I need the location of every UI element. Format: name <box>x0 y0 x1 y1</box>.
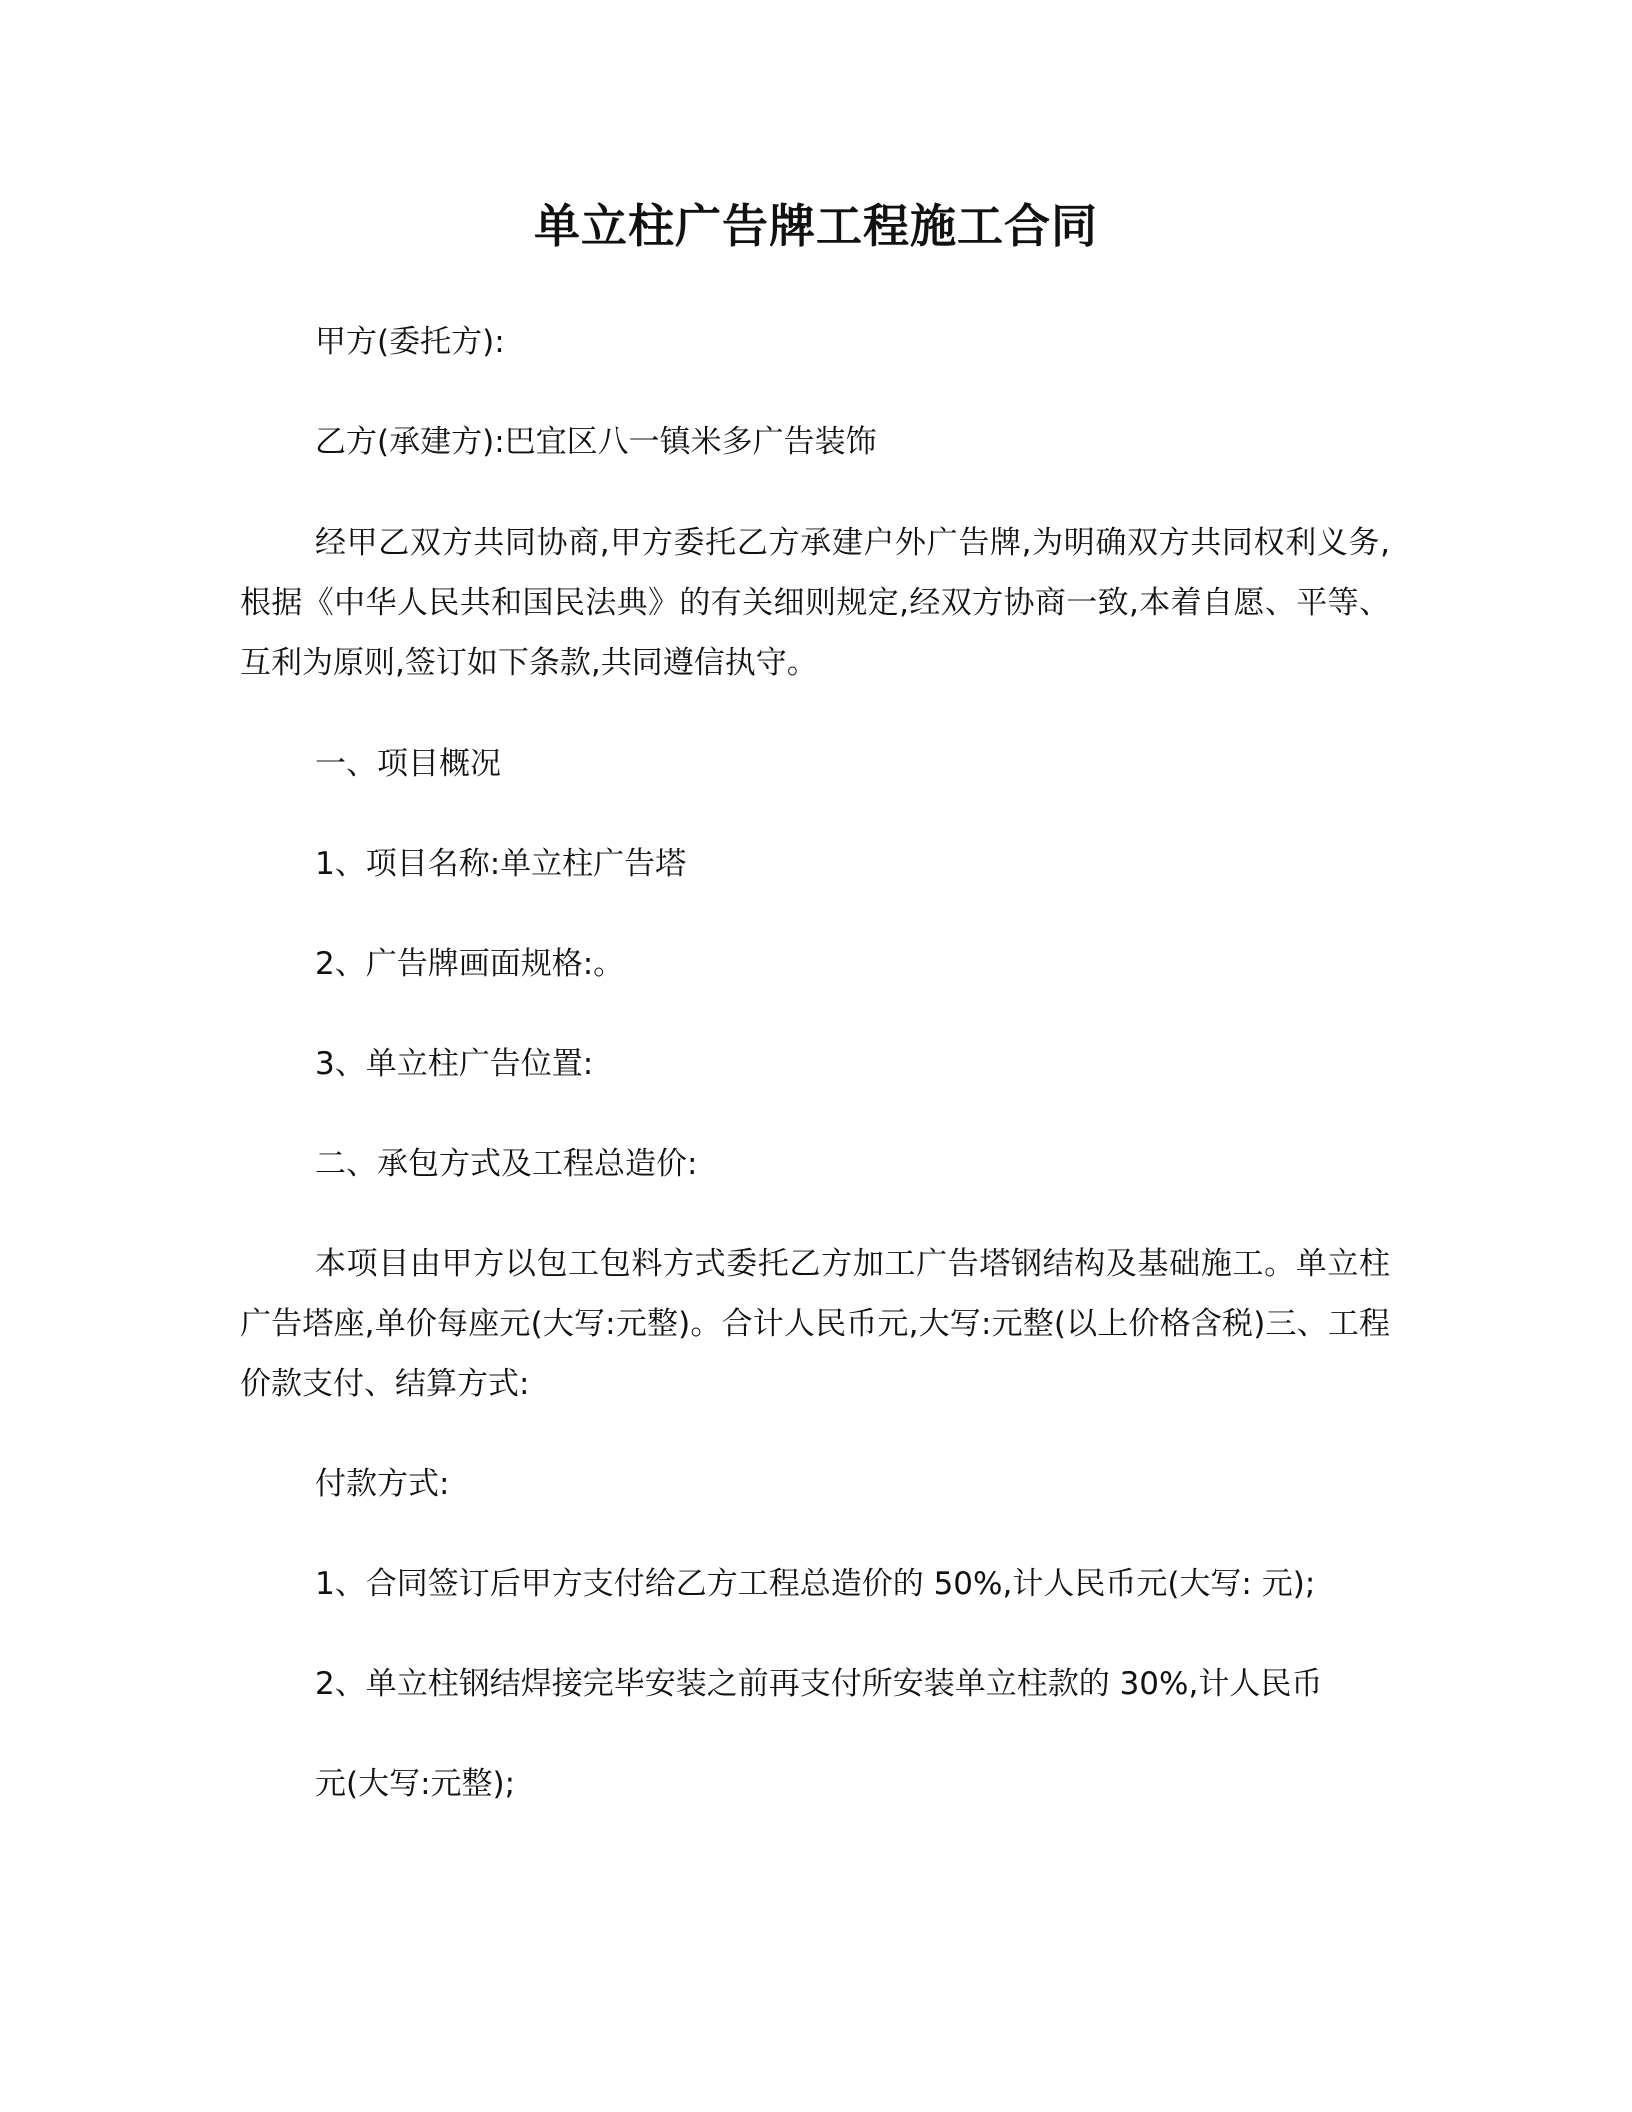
intro-paragraph: 经甲乙双方共同协商,甲方委托乙方承建户外广告牌,为明确双方共同权利义务,根据《中华人民共和国民法典》的有关细则规定,经双方协商一致,本着自愿、平等、互利为原则,签订如下条款,共同遵信执守。 <box>240 525 1390 681</box>
party-b-line: 乙方(承建方):巴宜区八一镇米多广告装饰 <box>315 424 877 460</box>
section-1-heading: 一、项目概况 <box>315 746 501 782</box>
section-2-heading: 二、承包方式及工程总造价: <box>315 1146 698 1182</box>
section-2-paragraph: 本项目由甲方以包工包料方式委托乙方加工广告塔钢结构及基础施工。单立柱广告塔座,单价每座元(大写:元整)。合计人民币元,大写:元整(以上价格含税)三、工程价款支付、结算方式: <box>240 1246 1390 1402</box>
item-2-sign-spec: 2、广告牌画面规格:。 <box>315 946 625 982</box>
item-1-project-name: 1、项目名称:单立柱广告塔 <box>315 846 687 882</box>
payment-item-1: 1、合同签订后甲方支付给乙方工程总造价的 50%,计人民币元(大写: 元); <box>315 1566 1316 1602</box>
payment-heading: 付款方式: <box>315 1466 450 1502</box>
party-a-line: 甲方(委托方): <box>315 324 505 360</box>
payment-item-2-line-1: 2、单立柱钢结焊接完毕安装之前再支付所安装单立柱款的 30%,计人民币 <box>315 1666 1323 1702</box>
payment-item-2-line-2: 元(大写:元整); <box>315 1766 516 1802</box>
item-3-location: 3、单立柱广告位置: <box>315 1046 594 1082</box>
document-title: 单立柱广告牌工程施工合同 <box>534 199 1098 253</box>
